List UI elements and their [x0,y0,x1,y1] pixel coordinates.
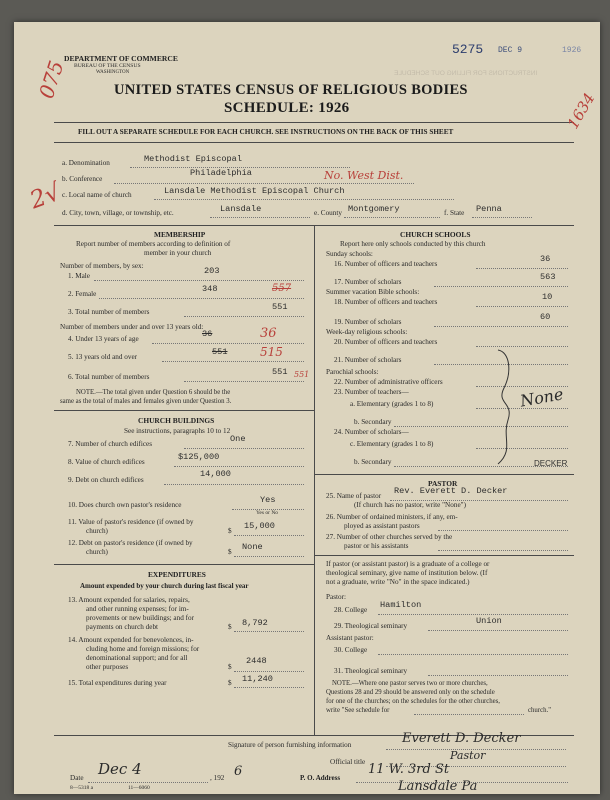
residence-value: 15,000 [244,521,275,531]
correction-551: 551 [294,370,310,379]
bureau: BUREAU OF THE CENSUS [74,63,141,69]
reverse-text: INSTRUCTIONS FOR FILLING OUT SCHEDULE [394,70,538,77]
summer-officers-value: 10 [542,292,553,302]
church-name-value: Lansdale Methodist Episcopal Church [164,186,345,196]
q14-label-2: cluding home and foreign missions; for [86,645,200,653]
pastor-note-4: write "See schedule for [326,707,390,714]
correction-557: 557 [272,283,292,294]
sunday-label: Sunday schools: [326,250,373,258]
official-title-label: Official title [330,758,366,766]
college-value: Hamilton [380,600,422,610]
grad-rule [314,555,574,556]
q1-label: 1. Male [68,272,90,280]
po-address-label: P. O. Address [300,774,341,782]
grad-text-3: not a graduate, write "No" in the space indicated.) [326,578,470,586]
q6-label: 6. Total number of members [68,373,150,381]
membership-intro-2: member in your church [144,249,212,257]
q2-label: 2. Female [68,290,97,298]
address-line-1: 11 W. 3rd St [368,762,450,777]
conference-label: b. Conference [62,175,103,183]
q13-label-1: 13. Amount expended for salaries, repairs, [68,596,190,604]
q21-label: 21. Number of scholars [334,356,402,364]
q25-hint: (If church has no pastor, write "None") [354,501,466,509]
column-divider [314,225,315,735]
conference-value: Philadelphia [190,168,252,178]
header-rule-top [54,122,574,123]
pastor-note-1: NOTE.—Where one pastor serves two or more churches, [332,680,488,687]
state-value: Penna [476,204,502,214]
correction-515: 515 [260,345,283,359]
q13-label-2: and other running expenses; for im- [86,605,189,613]
bureau-city: WASHINGTON [96,70,130,75]
signature: Everett D. Decker [402,731,521,746]
sunday-scholars-value: 563 [540,272,556,282]
red-right-code: 1634 [563,89,599,133]
parochial-none: None [518,384,565,411]
denomination-value: Methodist Episcopal [144,154,242,164]
form-title: UNITED STATES CENSUS OF RELIGIOUS BODIES [114,82,468,98]
q14-label-3: denominational support; and for all [86,654,188,662]
running-expenses-value: 8,792 [242,618,268,628]
q12-label-b: church) [86,548,108,556]
q26-label-b: ployed as assistant pastors [344,522,420,530]
q19-label: 19. Number of scholars [334,318,402,326]
male-value: 203 [204,266,220,276]
q3-label: 3. Total number of members [68,308,150,316]
membership-title: MEMBERSHIP [154,230,206,239]
edifice-debt-value: 14,000 [200,469,231,479]
over13-value: 551 [212,347,228,357]
pastor-rule [314,474,574,475]
expenditures-title: EXPENDITURES [148,570,206,579]
q15-label: 15. Total expenditures during year [68,679,167,687]
under-over-label: Number of members under and over 13 years old: [60,323,204,331]
q9-label: 9. Debt on church edifices [68,476,144,484]
edifices-value: One [230,434,246,444]
q27-label-b: pastor or his assistants [344,542,409,550]
signature-label: Signature of person furnishing information [228,741,352,749]
q12-label-a: 12. Debt on pastor's residence (if owned by [68,539,193,547]
red-left-code: 075 [34,57,69,102]
q23b-label: b. Secondary [354,418,392,426]
church-name-label: c. Local name of church [62,191,132,199]
parochial-label: Parochial schools: [326,368,379,376]
header-rule-bottom [54,142,574,143]
female-value: 348 [202,284,218,294]
edifice-value-amount: $125,000 [178,452,220,462]
membership-note-1: NOTE.—The total given under Question 6 should be the [76,389,231,396]
q25-label: 25. Name of pastor [326,492,382,500]
total-expenditures-value: 11,240 [242,674,273,684]
q11-label-a: 11. Value of pastor's residence (if owned by [68,518,194,526]
q17-label: 17. Number of scholars [334,278,402,286]
pastor-name-value: Rev. Everett D. Decker [394,486,508,496]
q8-label: 8. Value of church edifices [68,458,145,466]
year-digit: 6 [234,764,243,779]
q14-label-4: other purposes [86,663,129,671]
residence-debt-value: None [242,542,263,552]
q10-label: 10. Does church own pastor's residence [68,501,182,509]
pastor-note-2: Questions 28 and 29 should be answered only on the schedule [326,689,495,696]
assistant-label: Assistant pastor: [326,634,374,642]
weekday-label: Week-day religious schools: [326,328,408,336]
total6-value: 551 [272,367,288,377]
buildings-title: CHURCH BUILDINGS [138,416,215,425]
summer-label: Summer vacation Bible schools: [326,288,420,296]
q14-label-1: 14. Amount expended for benevolences, in- [68,636,194,644]
yes-no-hint: Yes or No [256,510,279,516]
q23-label: 23. Number of teachers— [334,388,409,396]
expenditures-rule [54,564,314,565]
official-title: Pastor [450,749,486,762]
pastor-note-5: church." [528,707,551,714]
date-value: Dec 4 [98,760,142,778]
summer-scholars-value: 60 [540,312,551,322]
q13-label-3: provements or new buildings; and for [86,614,194,622]
pastor-sub-label: Pastor: [326,593,346,601]
stamp-date: DEC 9 [498,46,523,55]
year-prefix: , 192 [210,774,225,782]
county-label: e. County [314,209,342,217]
denomination-label: a. Denomination [62,159,110,167]
under13-value: 36 [202,329,213,339]
pastor-note-3: for one of the churches; on the schedules for the other churches, [326,698,501,705]
stamp-year: 1926 [562,46,582,55]
grad-text-2: theological seminary, give name of institution below. (If [326,569,488,577]
buildings-rule [54,410,314,411]
instruction-banner: FILL OUT A SEPARATE SCHEDULE FOR EACH CHURCH. SEE INSTRUCTIONS ON THE BACK OF THIS SHEET [78,128,454,136]
department: DEPARTMENT OF COMMERCE [64,54,178,63]
q16-label: 16. Number of officers and teachers [334,260,438,268]
q20-label: 20. Number of officers and teachers [334,338,438,346]
print-number: 11—6060 [128,785,150,791]
q31-label: 31. Theological seminary [334,667,408,675]
date-label: Date [70,774,84,782]
q5-label: 5. 13 years old and over [68,353,138,361]
schools-sub: Report here only schools conducted by this church [340,240,486,248]
q27-label-a: 27. Number of other churches served by the [326,533,453,541]
city-label: d. City, town, village, or township, etc. [62,209,174,217]
q24b-label: b. Secondary [354,458,392,466]
red-left-check: 2√ [26,177,65,215]
schools-title: CHURCH SCHOOLS [400,230,471,239]
census-schedule-sheet: INSTRUCTIONS FOR FILLING OUT SCHEDULE DEPARTMENT OF COMMERCE BUREAU OF THE CENSUS WASHINGTON 5275 DEC 9 1926 UNITED STATES CENSUS OF RELIGIOUS BODIES SCHEDULE: 1926 FILL OUT A SEPARATE SCHEDULE FOR EACH CHURCH. SEE INSTRUCTIONS ON THE BACK OF THIS SHEET 075 2√ 1634 a. Denomination Methodist Episcopal b. Conference Philadelphia No. West Dist. c. Local name of church Lansdale Methodist Episcopal Church d. City, town, village, or township, etc. Lansdale e. County Montgomery f. State Penna MEMBERSHIP Report number of members according to definition of member in your church Number of members, by sex: 1. Male 203 2. Female 348 557 3. Total number of members 551 Number of members under and over 13 years old: 4. Under 13 years of age 36 36 5. 13 years old and over 551 515 6. Total number of members 551 551 NOTE.—The total given under Question 6 should be the same as the total of males and females given under Question 3. CHURCH BUILDINGS See instructions, paragraphs 10 to 12 7. Number of church edifices One 8. Value of church edifices $125,000 9. Debt on church edifices 14,000 10. Does church own pastor's residence Yes Yes or No 11. Value of pastor's residence (if owned by church) $ 15,000 12. Debt on pastor's residence (if owned by church) $ None EXPENDITURES Amount expended by your church during last fiscal year 13. Amount expended for salaries, repairs, and other running expenses; for im- provements or new buildings; and for payments on church debt $ 8,792 14. Amount expended for benevolences, in- cluding home and foreign missions; for denominational support; and for all other purposes $ 2448 15. Total expenditures during year $ 11,240 CHURCH SCHOOLS Report here only schools conducted by this church Sunday schools: 16. Number of officers and teachers 36 17. Number of scholars 563 Summer vacation Bible schools: 18. Number of officers and teachers 10 19. Number of scholars 60 Week-day religious schools: 20. Number of officers and teachers 21. Number of scholars Parochial schools: 22. Number of administrative officers 23. Number of teachers— a. Elementary (grades 1 to 8) b. Secondary 24. Number of scholars— c. Elementary (grades 1 to 8) b. Secondary None PASTOR DECKER 25. Name of pastor Rev. Everett D. Decker (If church has no pastor, write "None") 26. Number of ordained ministers, if any, em- ployed as assistant pastors 27. Number of other churches served by the pastor or his assistants If pastor (or assistant pastor) is a graduate of a college or theological seminary, give name of institution below. (If not a graduate, write "No" in the space indicated.) Pastor: 28. College Hamilton 29. Theological seminary Union Assistant pastor: 30. College 31. Theological seminary NOTE.—Where one pastor serves two or more churches, Questions 28 and 29 should be answered only on the schedule for one of the churches; on the schedules for the other churches, write "See schedule for church." Signature of person furnishing information Everett D. Decker Official title Pastor Date Dec 4 , 192 6 P. O. Address 11 W. 3rd St Lansdale Pa 8—5318 a 11—6060 [14,22,600,794]
form-number: 8—5318 a [70,785,94,791]
total-members-value: 551 [272,302,288,312]
city-value: Lansdale [220,204,262,214]
correction-36: 36 [260,326,277,341]
benevolences-value: 2448 [246,656,267,666]
q23a-label: a. Elementary (grades 1 to 8) [350,400,434,408]
q28-label: 28. College [334,606,368,614]
q4-label: 4. Under 13 years of age [68,335,139,343]
expenditures-sub: Amount expended by your church during last fiscal year [80,582,249,590]
conference-note: No. West Dist. [324,169,404,182]
by-sex-label: Number of members, by sex: [60,262,144,270]
q22-label: 22. Number of administrative officers [334,378,443,386]
q11-label-b: church) [86,527,108,535]
state-label: f. State [444,209,465,217]
q24-label: 24. Number of scholars— [334,428,409,436]
schedule-title: SCHEDULE: 1926 [224,100,350,116]
q30-label: 30. College [334,646,368,654]
county-value: Montgomery [348,204,400,214]
owns-residence-value: Yes [260,495,276,505]
q18-label: 18. Number of officers and teachers [334,298,438,306]
buildings-sub: See instructions, paragraphs 10 to 12 [124,427,231,435]
q7-label: 7. Number of church edifices [68,440,153,448]
sunday-officers-value: 36 [540,254,551,264]
q24a-label: c. Elementary (grades 1 to 8) [350,440,434,448]
address-line-2: Lansdale Pa [398,779,478,794]
q13-label-4: payments on church debt [86,623,159,631]
seminary-value: Union [476,616,502,626]
stamp-number: 5275 [452,42,484,57]
pastor-title: PASTOR [428,479,458,488]
membership-note-2: same as the total of males and females given under Question 3. [60,398,232,405]
membership-intro-1: Report number of members according to definition of [76,240,231,248]
pastor-correction: DECKER [534,459,568,468]
grad-text-1: If pastor (or assistant pastor) is a graduate of a college or [326,560,490,568]
q26-label-a: 26. Number of ordained ministers, if any, em- [326,513,458,521]
q29-label: 29. Theological seminary [334,622,408,630]
